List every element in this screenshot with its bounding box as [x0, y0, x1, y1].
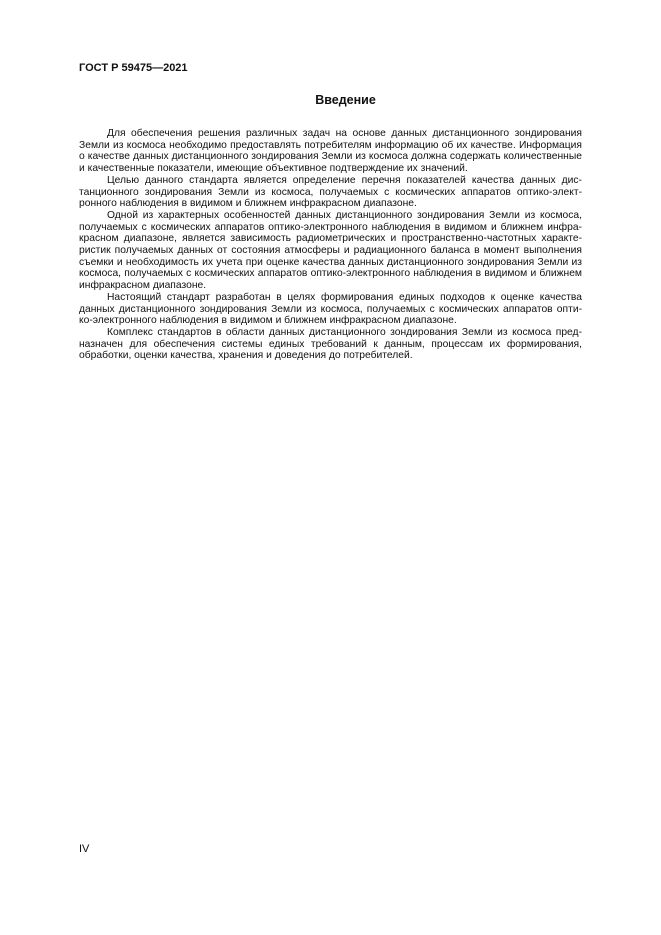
paragraph [79, 292, 582, 327]
text-line: назначен для обеспечения системы единых требований к данным, процессам их формирования, [79, 338, 582, 350]
paragraph [79, 128, 582, 175]
text-line: ронного наблюдения в видимом и ближнем инфракрасном диапазоне. [79, 198, 417, 210]
paragraph [79, 210, 582, 292]
text-line: Для обеспечения решения различных задач на основе данных дистанционного зондирования [107, 128, 582, 139]
text-line: ристик получаемых данных от состояния атмосферы и радиационного баланса в момент выполнения [79, 245, 582, 257]
text-line: Настоящий стандарт разработан в целях формирования единых подходов к оценке качества [107, 291, 582, 303]
text-line: Целью данного стандарта является определение перечня показателей качества данных дис- [107, 174, 582, 186]
page-number: IV [79, 843, 90, 855]
text-line: инфракрасном диапазоне. [79, 280, 207, 292]
text-line: Земли из космоса необходимо предоставлять потребителям информацию об их качестве. Информация [79, 139, 582, 151]
text-line: ко-электронного наблюдения в видимом и ближнем инфракрасном диапазоне. [79, 315, 457, 327]
document-header: ГОСТ Р 59475—2021 [79, 62, 188, 74]
text-line: космоса, получаемых с космических аппаратов оптико-электронного наблюдения в видимом и ближнем [79, 268, 582, 280]
paragraph [79, 175, 582, 210]
text-line: данных дистанционного зондирования Земли из космоса, получаемых с космических аппаратов опти- [79, 303, 582, 315]
document-body [79, 128, 582, 362]
text-line: съемки и необходимость их учета при оценке качества данных дистанционного зондирования Земли из [79, 256, 582, 268]
text-line: Комплекс стандартов в области данных дистанционного зондирования Земли из космоса пред- [107, 326, 582, 338]
text-line: Одной из характерных особенностей данных дистанционного зондирования Земли из космоса, [107, 209, 582, 221]
text-line: и качественные показатели, имеющие объективное подтверждение их значений. [79, 163, 468, 175]
text-line: обработки, оценки качества, хранения и доведения до потребителей. [79, 350, 413, 362]
section-title: Введение [315, 93, 376, 107]
text-line: красном диапазоне, является зависимость радиометрических и пространственно-частотных характе- [79, 233, 582, 245]
paragraph [79, 327, 582, 362]
text-line: танционного зондирования Земли из космоса, получаемых с космических аппаратов оптико-элект- [79, 186, 582, 198]
text-line: получаемых с космических аппаратов оптико-электронного наблюдения в видимом и ближнем инфра- [79, 221, 582, 233]
text-line: о качестве данных дистанционного зондирования Земли из космоса должна содержать количественные [79, 151, 582, 163]
